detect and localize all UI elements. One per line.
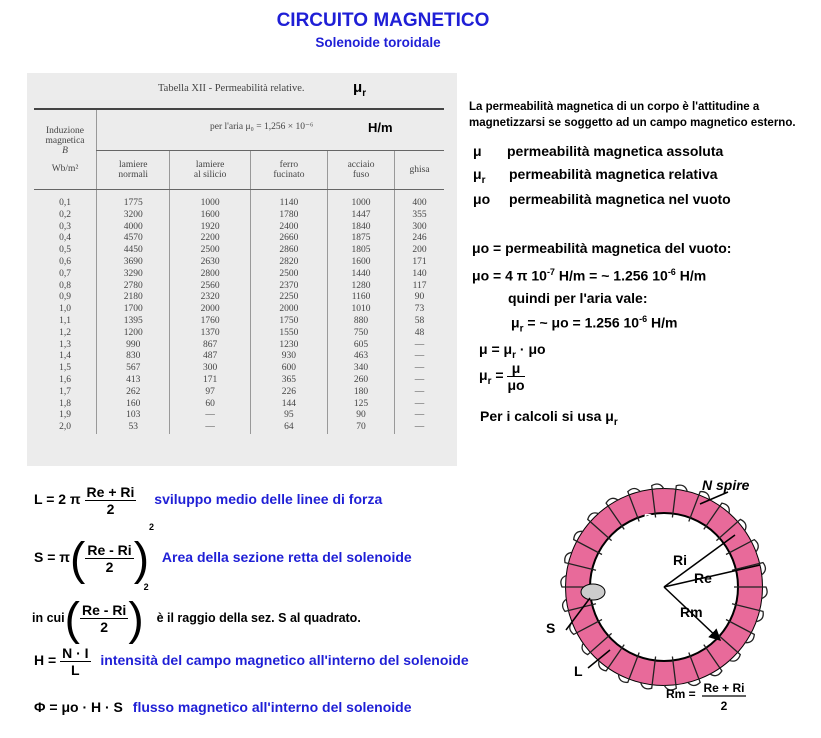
table-header-spacer — [97, 109, 445, 151]
table-row — [34, 233, 444, 245]
table-cell: 3290 — [97, 269, 170, 281]
table-cell: 1000 — [170, 190, 250, 210]
table-cell: 867 — [170, 340, 250, 352]
table-cell: 1600 — [170, 210, 250, 222]
table-cell: 1140 — [250, 190, 327, 210]
rm-formula-num: Re + Ri — [703, 681, 745, 695]
table-cell: 1447 — [328, 210, 395, 222]
unit-label: H/m — [368, 120, 393, 135]
table-cell: 1160 — [328, 292, 395, 304]
table-cell: 1,6 — [59, 374, 71, 385]
table-cell: 1,5 — [59, 363, 71, 374]
table-cell: 1,0 — [59, 304, 71, 315]
rm-formula-lhs: Rm = — [666, 687, 696, 701]
table-cell: 60 — [170, 399, 250, 411]
table-cell: 125 — [328, 399, 395, 411]
table-cell: — — [395, 387, 444, 399]
table-cell: 246 — [395, 233, 444, 245]
table-row — [34, 375, 444, 387]
table-cell: 600 — [250, 363, 327, 375]
mu-r-description: permeabilità magnetica relativa — [509, 166, 718, 182]
table-row — [34, 257, 444, 269]
table-cell: 355 — [395, 210, 444, 222]
section-S — [581, 584, 605, 600]
table-row — [34, 387, 444, 399]
table-cell: 1,9 — [59, 410, 71, 421]
table-cell: — — [395, 375, 444, 387]
col-header: ferro fucinato — [250, 151, 327, 190]
table-cell: 262 — [97, 387, 170, 399]
table-cell: 58 — [395, 316, 444, 328]
table-cell: 1,8 — [59, 398, 71, 409]
mu-r-symbol: $\mu_r$ — [473, 166, 486, 186]
table-cell: 2250 — [250, 292, 327, 304]
table-row — [34, 245, 444, 257]
table-cell: 340 — [328, 363, 395, 375]
l-label: L — [574, 663, 583, 679]
table-cell: 1000 — [328, 190, 395, 210]
table-row — [34, 316, 444, 328]
col-header: acciaio fuso — [328, 151, 395, 190]
table-row — [34, 399, 444, 411]
table-cell: 1440 — [328, 269, 395, 281]
s-label: S — [546, 620, 556, 636]
table-cell: 1,1 — [59, 315, 71, 326]
table-cell: 1780 — [250, 210, 327, 222]
table-cell: 140 — [395, 269, 444, 281]
table-cell: 2000 — [250, 304, 327, 316]
table-cell: 1750 — [250, 316, 327, 328]
table-cell: 53 — [97, 422, 170, 434]
formula-H: H = $\frac{N \cdot I}{L}$ intensità del campo magnetico all'interno del solenoide — [34, 645, 469, 678]
table-cell: 2400 — [250, 222, 327, 234]
mu0-symbol: μo — [473, 191, 491, 207]
table-cell: 2560 — [170, 281, 250, 293]
calc-note: Per i calcoli si usa $\mu_r$ — [480, 408, 618, 428]
permeability-intro: La permeabilità magnetica di un corpo è l'attitudine a magnetizzarsi se soggetto ad un campo magnetico esterno. — [469, 101, 796, 129]
air-note: per l'aria μ₀ = 1,256 × 10⁻⁶ — [210, 122, 314, 132]
table-cell: 1395 — [97, 316, 170, 328]
rm-formula-den: 2 — [720, 699, 728, 713]
mu0-description: permeabilità magnetica nel vuoto — [509, 191, 731, 207]
table-cell: 1,4 — [59, 351, 71, 362]
re-label: Re — [694, 570, 712, 586]
table-cell: 2,0 — [59, 422, 71, 433]
table-cell: 171 — [395, 257, 444, 269]
formula-flux: Φ = μo · H · S flusso magnetico all'interno del solenoide — [34, 699, 412, 715]
table-cell: 1,3 — [59, 339, 71, 350]
table-row — [34, 328, 444, 340]
table-cell: 117 — [395, 281, 444, 293]
table-cell: 400 — [395, 190, 444, 210]
mu-symbol: μ — [473, 143, 482, 159]
col-header: lamiere al silicio — [170, 151, 250, 190]
table-cell: 1280 — [328, 281, 395, 293]
table-cell: 0,5 — [59, 245, 71, 256]
table-cell: 1920 — [170, 222, 250, 234]
table-cell: 2780 — [97, 281, 170, 293]
table-cell: 0,6 — [59, 256, 71, 267]
air-value-intro: quindi per l'aria vale: — [508, 290, 648, 306]
table-row — [34, 292, 444, 304]
table-cell: 1370 — [170, 328, 250, 340]
table-cell: 48 — [395, 328, 444, 340]
table-cell: 300 — [170, 363, 250, 375]
b-label: B — [643, 511, 653, 526]
table-cell: 0,4 — [59, 233, 71, 244]
table-row — [34, 363, 444, 375]
table-cell: 97 — [170, 387, 250, 399]
table-cell: 300 — [395, 222, 444, 234]
table-cell: 2500 — [170, 245, 250, 257]
table-cell: 226 — [250, 387, 327, 399]
table-cell: 3200 — [97, 210, 170, 222]
table-cell: 930 — [250, 351, 327, 363]
table-cell: 2320 — [170, 292, 250, 304]
table-cell: 0,8 — [59, 280, 71, 291]
table-cell: 2180 — [97, 292, 170, 304]
table-row — [34, 210, 444, 222]
ri-label: Ri — [673, 552, 687, 568]
table-cell: 70 — [328, 422, 395, 434]
table-cell: — — [395, 351, 444, 363]
table-cell: 0,2 — [59, 209, 71, 220]
table-cell: 3690 — [97, 257, 170, 269]
table-cell: 567 — [97, 363, 170, 375]
table-cell: 1550 — [250, 328, 327, 340]
table-cell: 180 — [328, 387, 395, 399]
table-cell: 1700 — [97, 304, 170, 316]
table-cell: 2860 — [250, 245, 327, 257]
table-cell: 1775 — [97, 190, 170, 210]
mu-product-formula: $\mu = \mu_r \cdot \mu o$ — [479, 341, 546, 361]
table-cell: 1200 — [97, 328, 170, 340]
table-cell: 200 — [395, 245, 444, 257]
table-row — [34, 281, 444, 293]
toroid-diagram — [530, 470, 815, 738]
permeability-table — [34, 108, 444, 434]
table-cell: 1,2 — [59, 327, 71, 338]
table-cell: 144 — [250, 399, 327, 411]
col-induzione-header: Induzione magnetica B Wb/m² — [34, 109, 97, 190]
table-cell: 990 — [97, 340, 170, 352]
n-spire-label: N spire — [702, 477, 750, 493]
table-cell: — — [395, 340, 444, 352]
formula-L: L = 2 π $\frac{Re + Ri}{2}$ sviluppo medio delle linee di forza — [34, 484, 383, 517]
col-header: ghisa — [395, 151, 444, 190]
table-cell: 2370 — [250, 281, 327, 293]
table-cell: 1600 — [328, 257, 395, 269]
table-row — [34, 222, 444, 234]
table-cell: 90 — [328, 410, 395, 422]
table-cell: 463 — [328, 351, 395, 363]
col-header: lamiere normali — [97, 151, 170, 190]
mu-description: permeabilità magnetica assoluta — [507, 143, 724, 159]
table-cell: — — [395, 410, 444, 422]
table-cell: 90 — [395, 292, 444, 304]
table-cell: 880 — [328, 316, 395, 328]
mu0-value: μo = 4 π $10^{-7}$ H/m = ~ 1.256 $10^{-6}$ H/m — [472, 267, 707, 284]
table-cell: 4450 — [97, 245, 170, 257]
table-cell: 73 — [395, 304, 444, 316]
table-cell: 605 — [328, 340, 395, 352]
formula-S: S = π( $\frac{Re - Ri}{2}$ )$^2$ Area della sezione retta del solenoide — [34, 522, 412, 585]
mu-r-ratio-formula: $\mu_r$ = $\frac{\mu}{\mu o}$ — [479, 360, 525, 393]
table-cell: — — [395, 422, 444, 434]
table-row — [34, 340, 444, 352]
table-cell: 2200 — [170, 233, 250, 245]
table-cell: 2820 — [250, 257, 327, 269]
table-cell: 0,1 — [59, 198, 71, 208]
table-caption: Tabella XII - Permeabilità relative. — [158, 83, 305, 94]
table-cell: 2630 — [170, 257, 250, 269]
table-row — [34, 422, 444, 434]
table-cell: 0,9 — [59, 292, 71, 303]
table-cell: 413 — [97, 375, 170, 387]
table-cell: 0,3 — [59, 221, 71, 232]
table-cell: 160 — [97, 399, 170, 411]
table-cell: 4000 — [97, 222, 170, 234]
mu-r-air-value: $\mu_r$ = ~ μo = 1.256 $10^{-6}$ H/m — [511, 314, 678, 335]
table-cell: 365 — [250, 375, 327, 387]
table-cell: 1010 — [328, 304, 395, 316]
table-cell: 2000 — [170, 304, 250, 316]
page-subtitle: Solenoide toroidale — [315, 35, 441, 50]
table-cell: 1230 — [250, 340, 327, 352]
table-row — [34, 269, 444, 281]
table-row — [34, 304, 444, 316]
table-cell: 1840 — [328, 222, 395, 234]
table-cell: 750 — [328, 328, 395, 340]
table-cell: 487 — [170, 351, 250, 363]
table-cell: — — [395, 363, 444, 375]
table-cell: 1,7 — [59, 386, 71, 397]
table-cell: 4570 — [97, 233, 170, 245]
table-cell: 1805 — [328, 245, 395, 257]
table-cell: — — [170, 422, 250, 434]
table-cell: 260 — [328, 375, 395, 387]
formula-radius: in cui( $\frac{Re - Ri}{2}$ )$^2$ è il raggio della sez. S al quadrato. — [32, 582, 361, 645]
table-cell: 171 — [170, 375, 250, 387]
page-title: CIRCUITO MAGNETICO — [276, 10, 490, 31]
table-cell: 830 — [97, 351, 170, 363]
table-cell: 2800 — [170, 269, 250, 281]
table-row — [34, 351, 444, 363]
table-cell: 2660 — [250, 233, 327, 245]
mu0-definition: μo = permeabilità magnetica del vuoto: — [472, 240, 732, 256]
table-cell: — — [395, 399, 444, 411]
table-cell: 64 — [250, 422, 327, 434]
table-cell: 0,7 — [59, 268, 71, 279]
table-cell: — — [170, 410, 250, 422]
table-cell: 103 — [97, 410, 170, 422]
table-cell: 1760 — [170, 316, 250, 328]
table-cell: 2500 — [250, 269, 327, 281]
rm-label: Rm — [680, 604, 703, 620]
table-row — [34, 190, 444, 210]
table-row — [34, 410, 444, 422]
table-cell: 1875 — [328, 233, 395, 245]
mu-r-label: $\mu_r$ — [353, 79, 367, 99]
table-cell: 95 — [250, 410, 327, 422]
